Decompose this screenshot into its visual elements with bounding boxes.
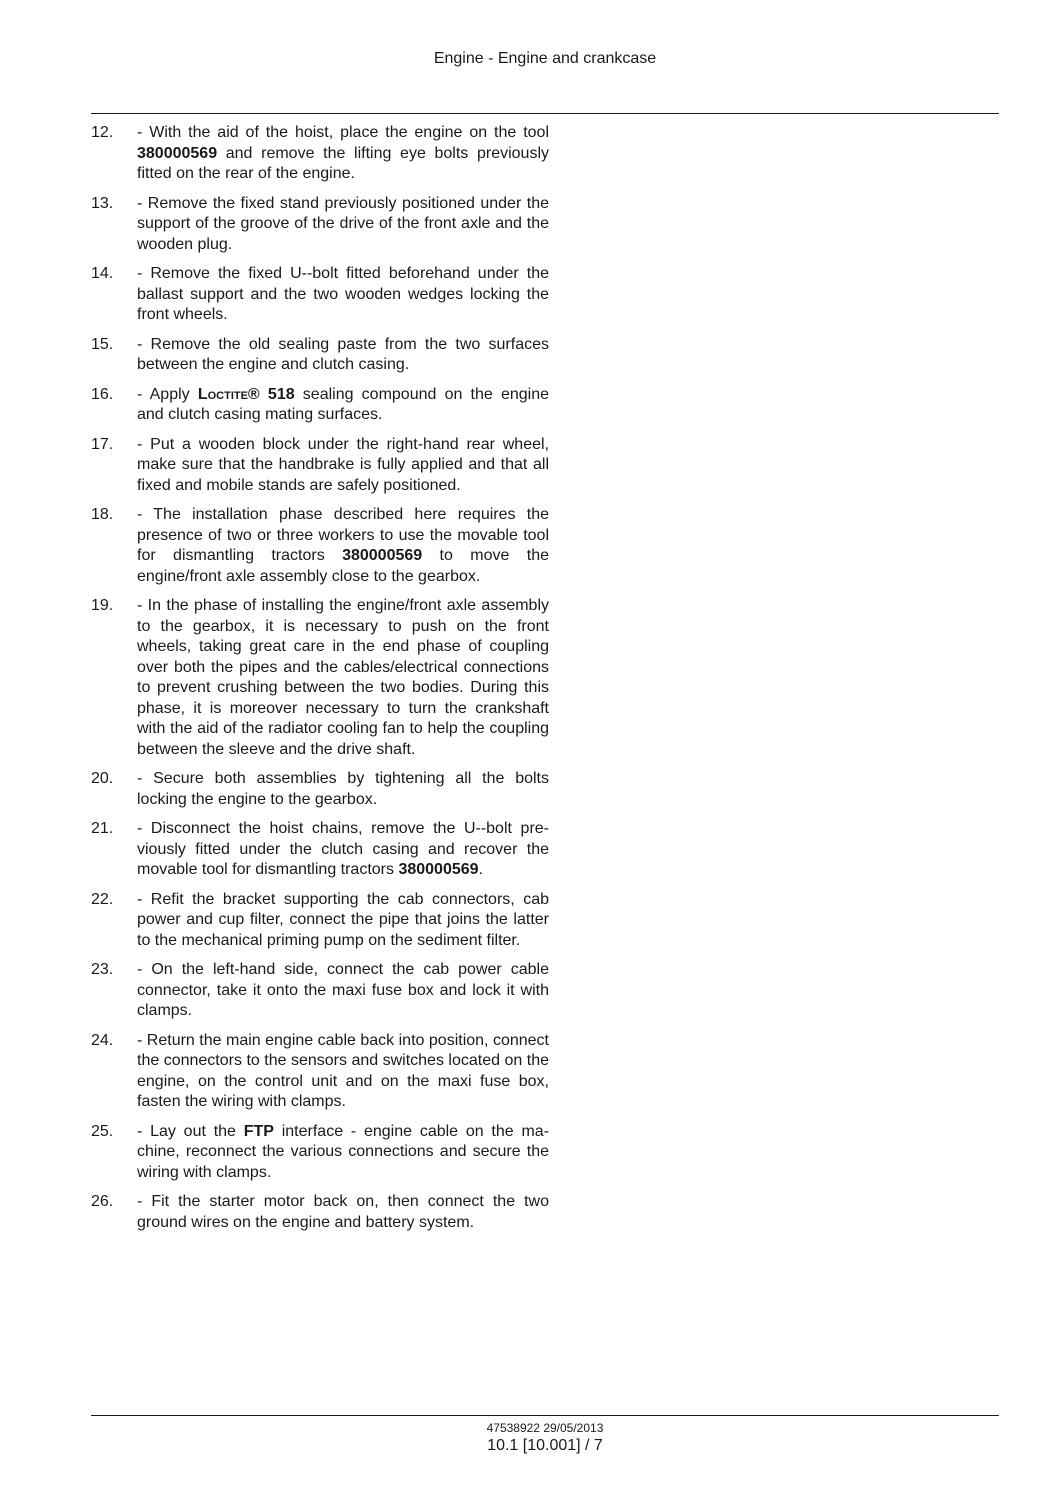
step-text-run: - Remove the old sealing paste from the two surfaces between the engine and clutch casing. — [137, 335, 549, 373]
step-text — [137, 1031, 549, 1113]
step-text-run: to move the engine/front axle assembly close to the gearbox. — [137, 547, 550, 585]
procedure-step — [91, 194, 549, 256]
step-text-run: - Refit the bracket supporting the cab connectors, cab power and cup filter, connect the pipe that joins the latter to the mechanical priming pump on the sediment filter. — [137, 890, 549, 949]
step-number: 17. — [91, 435, 114, 453]
procedure-step — [91, 890, 549, 952]
step-text-run: - On the left-hand side, connect the cab power cable connector, take it onto the maxi fuse box and lock it with clamps. — [137, 961, 549, 1019]
step-text — [137, 385, 549, 426]
procedure-step — [91, 819, 549, 881]
step-text-run: and remove the lifting eye bolts previously fitted on the rear of the engine. — [137, 144, 549, 182]
step-text-run: sealing compound on the engine and clutch casing mating surfaces. — [137, 385, 550, 423]
procedure-step — [91, 1122, 549, 1184]
step-text — [137, 819, 549, 881]
step-text — [137, 1192, 549, 1233]
step-text-run: - The installation phase described here requires the presence of two or three workers to use the movable tool for dismantling tractors — [137, 506, 549, 564]
step-text — [137, 264, 549, 326]
step-text — [137, 435, 549, 497]
procedure-step — [91, 1192, 549, 1233]
step-text — [137, 194, 549, 256]
step-text-run: - Disconnect the hoist chains, remove the U--bolt previously fitted under the clutch casing and recover the movable tool for dismantling tractors — [137, 820, 549, 878]
step-text-product-name: Loctite® — [197, 385, 260, 403]
procedure-step — [91, 505, 549, 587]
procedure-step — [91, 960, 549, 1022]
step-number: 23. — [91, 961, 114, 978]
procedure-step — [91, 335, 549, 376]
step-text — [137, 505, 549, 587]
step-text-run: - Secure both assemblies by tightening all the bolts locking the engine to the gearbox. — [137, 770, 549, 808]
step-text — [137, 890, 549, 952]
step-text-bold: 380000569 — [137, 144, 218, 162]
step-number: 20. — [91, 770, 114, 787]
procedure-steps — [91, 123, 549, 1242]
step-text — [137, 769, 549, 810]
procedure-step — [91, 769, 549, 810]
step-text-run: . — [478, 861, 483, 878]
step-text-bold: 380000569 — [398, 861, 479, 878]
step-number: 15. — [91, 335, 114, 353]
step-number: 13. — [91, 194, 114, 212]
step-text — [137, 335, 549, 376]
step-text-run: - Fit the starter motor back on, then connect the two ground wires on the engine and battery system. — [137, 1193, 549, 1231]
step-text — [137, 123, 549, 185]
procedure-step — [91, 264, 549, 326]
step-text-run — [260, 386, 268, 403]
footer-page-reference: 10.1 [10.001] / 7 — [487, 1437, 603, 1454]
procedure-step — [91, 123, 549, 185]
step-text-run: interface - engine cable on the machine, reconnect the various connections and secure the wiring with clamps. — [137, 1122, 550, 1181]
procedure-step — [91, 385, 549, 426]
step-text-run: - With the aid of the hoist, place the engine on the tool — [137, 124, 549, 141]
step-text-run: - Apply — [137, 385, 198, 403]
step-number: 18. — [91, 506, 114, 523]
procedure-step — [91, 596, 549, 760]
step-text-run: - Remove the fixed stand previously positioned under the support of the groove of the drive of the front axle and the wooden plug. — [137, 194, 549, 253]
step-text-bold: FTP — [243, 1122, 274, 1140]
step-text-run: - Put a wooden block under the right-hand rear wheel, make sure that the handbrake is fully applied and that all fixed and mobile stands are safely positioned. — [137, 435, 549, 494]
step-number: 21. — [91, 820, 114, 837]
step-number: 14. — [91, 265, 114, 282]
step-text-bold: 518 — [267, 385, 295, 403]
step-text — [137, 1122, 549, 1184]
step-text-run: - In the phase of installing the engine/front axle assembly to the gearbox, it is necessary to push on the front wheels, taking great care in the end phase of coupling over both the pipes and the cables/electrical connections to prevent crushing between the two bodies. During this phase, it is moreover necessary to turn the crankshaft with the aid of the radiator cooling fan to help the coupling between the sleeve and the drive shaft. — [137, 597, 549, 758]
procedure-step — [91, 435, 549, 497]
procedure-step — [91, 1031, 549, 1113]
step-text-run: - Lay out the — [137, 1122, 244, 1140]
step-number: 12. — [91, 124, 114, 141]
step-text-run: - Return the main engine cable back into position, connect the connectors to the sensors and switches located on the engine, on the control unit and on the maxi fuse box, fasten the wiring with clamps. — [137, 1031, 549, 1110]
step-text — [137, 596, 549, 760]
step-number: 26. — [91, 1193, 114, 1210]
step-number: 16. — [91, 385, 114, 403]
footer-divider — [91, 1415, 999, 1416]
step-number: 22. — [91, 890, 114, 908]
footer-doc-reference: 47538922 29/05/2013 — [486, 1421, 604, 1435]
step-number: 19. — [91, 597, 114, 614]
page-header-title: Engine - Engine and crankcase — [433, 50, 657, 67]
step-number: 25. — [91, 1122, 114, 1140]
step-text-bold: 380000569 — [342, 547, 423, 564]
step-text — [137, 960, 549, 1022]
step-number: 24. — [91, 1031, 114, 1049]
step-text-run: - Remove the fixed U--bolt fitted beforehand under the ballast support and the two wooden wedges locking the front wheels. — [137, 265, 549, 323]
header-divider — [91, 113, 999, 114]
